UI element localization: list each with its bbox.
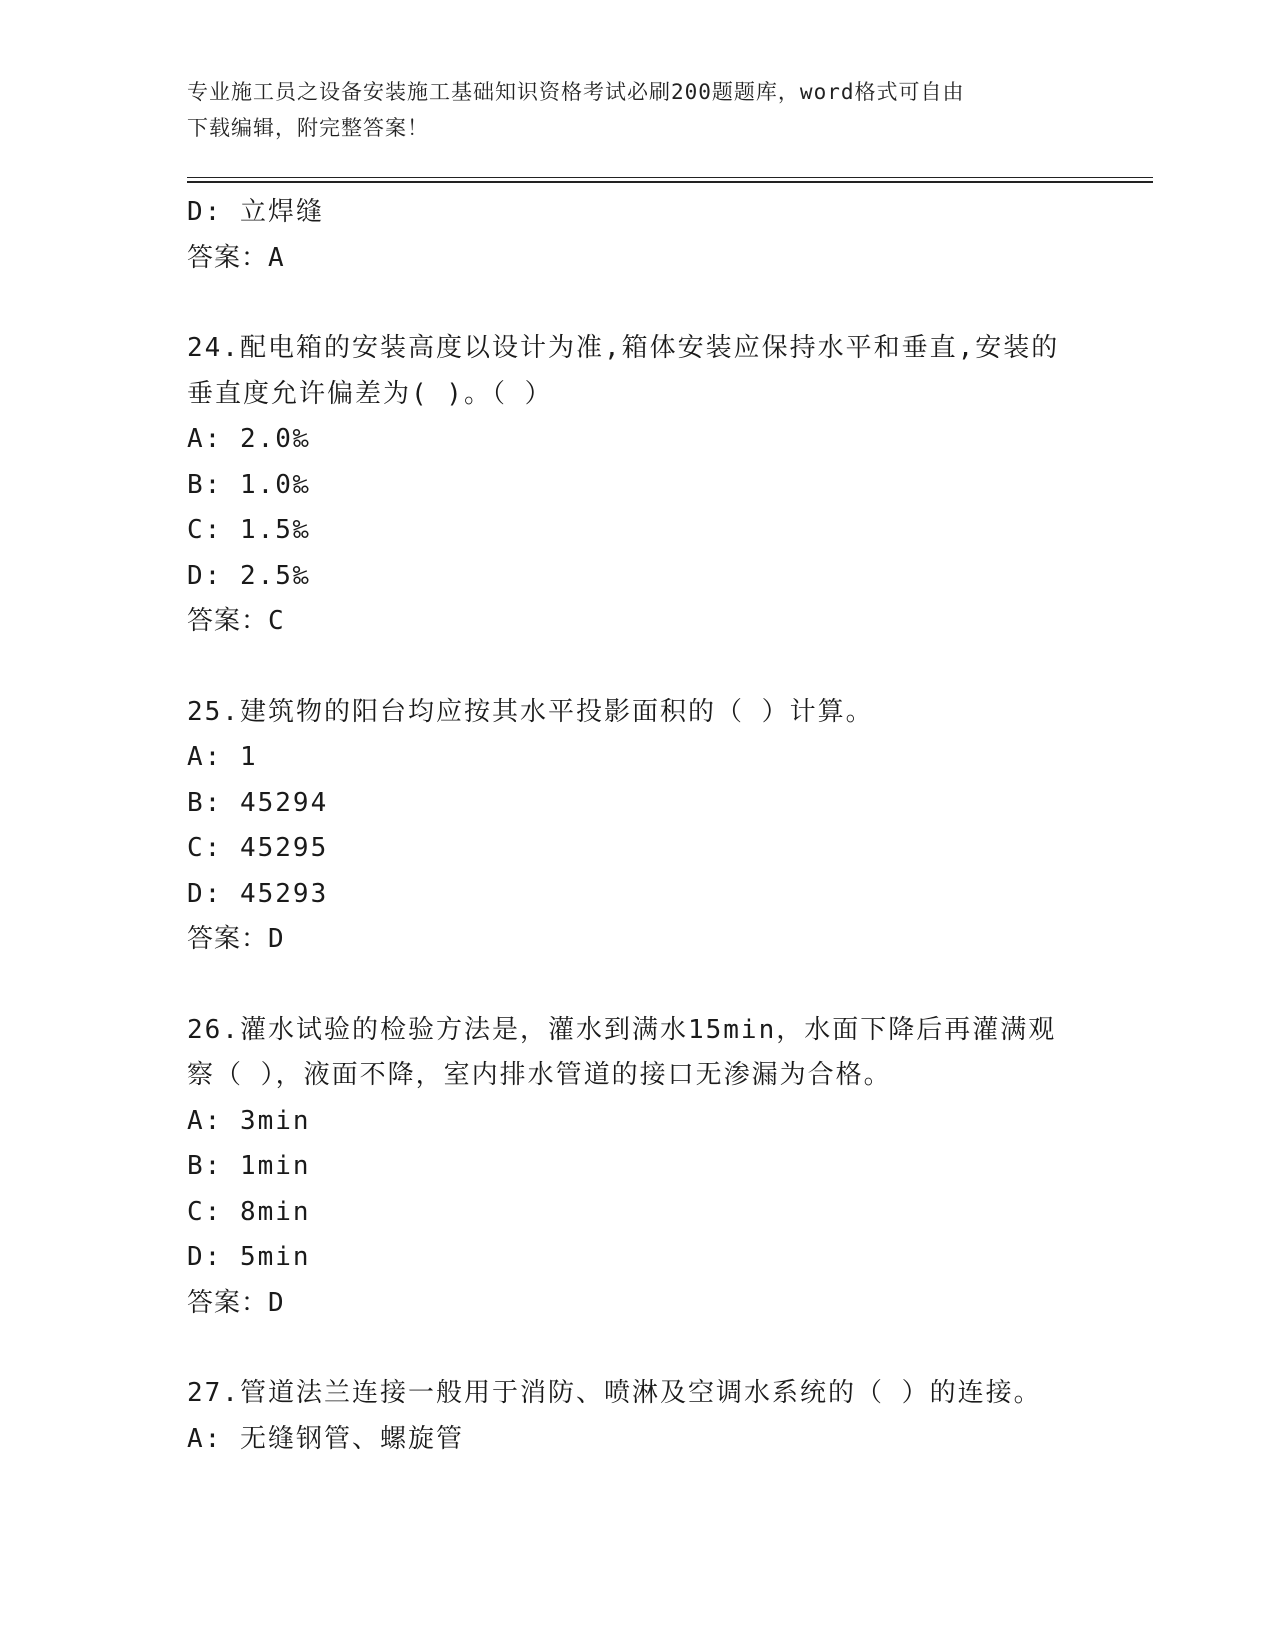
option-b: B: 1.0‰	[187, 469, 311, 500]
question-block-27	[187, 1371, 1087, 1462]
option-a: A: 1	[187, 742, 258, 772]
question-block-26	[187, 1008, 1087, 1327]
spacer	[187, 645, 1087, 690]
option-d: D: 立焊缝	[187, 197, 324, 227]
option-b: B: 45294	[187, 787, 329, 818]
question-stem: 25.建筑物的阳台均应按其水平投影面积的（ ）计算。	[187, 696, 874, 727]
question-stem: 27.管道法兰连接一般用于消防、喷淋及空调水系统的（ ）的连接。	[187, 1378, 1042, 1408]
option-a: A: 无缝钢管、螺旋管	[187, 1423, 464, 1454]
header-divider-thin	[187, 177, 1153, 178]
question-stem-continued: 垂直度允许偏差为( )。（ ）	[187, 378, 553, 409]
option-d: D: 45293	[187, 878, 329, 909]
option-c: C: 8min	[187, 1196, 311, 1227]
question-stem: 24.配电箱的安装高度以设计为准,箱体安装应保持水平和垂直,安装的	[187, 333, 1060, 363]
answer-line: 答案：C	[187, 606, 285, 636]
header-line-2: 下载编辑，附完整答案！	[187, 116, 429, 140]
document-header	[187, 74, 1067, 146]
header-divider-thick	[187, 181, 1153, 183]
question-block-24	[187, 326, 1087, 645]
answer-line: 答案：D	[187, 1287, 285, 1318]
spacer	[187, 1326, 1087, 1371]
question-stem-continued: 察（ ），液面不降，室内排水管道的接口无渗漏为合格。	[187, 1060, 892, 1090]
spacer	[187, 281, 1087, 326]
answer-line: 答案：A	[187, 242, 285, 273]
option-b: B: 1min	[187, 1151, 311, 1181]
question-block-prev	[187, 190, 1087, 281]
question-block-25	[187, 690, 1087, 963]
spacer	[187, 963, 1087, 1008]
header-line-1: 专业施工员之设备安装施工基础知识资格考试必刷200题题库，word格式可自由	[187, 80, 965, 104]
option-c: C: 1.5‰	[187, 515, 311, 545]
option-c: C: 45295	[187, 833, 329, 863]
option-a: A: 3min	[187, 1105, 311, 1136]
option-d: D: 2.5‰	[187, 560, 311, 591]
answer-line: 答案：D	[187, 924, 285, 954]
option-a: A: 2.0‰	[187, 424, 311, 454]
question-stem: 26.灌水试验的检验方法是，灌水到满水15min，水面下降后再灌满观	[187, 1014, 1057, 1045]
question-list	[187, 190, 1087, 1462]
option-d: D: 5min	[187, 1242, 311, 1272]
